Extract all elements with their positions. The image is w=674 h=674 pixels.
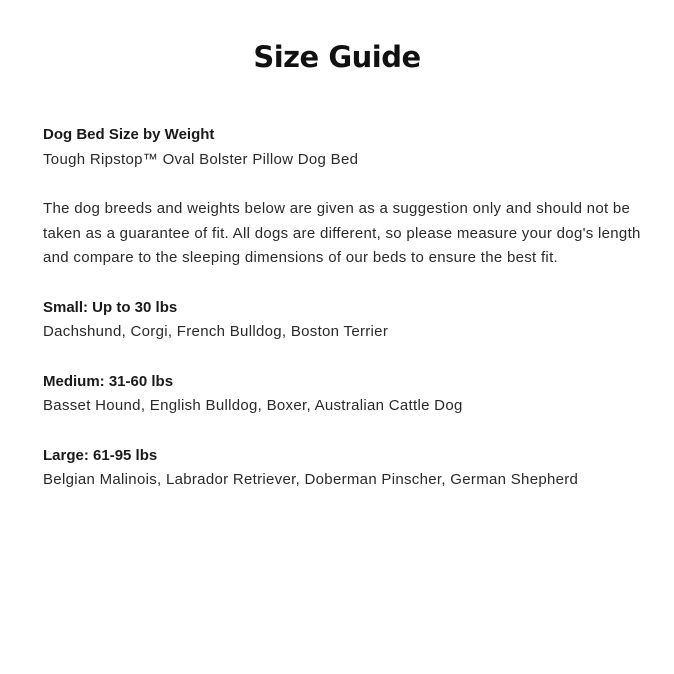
size-medium-heading: Medium: 31-60 lbs	[43, 372, 174, 390]
intro-section	[43, 123, 643, 172]
disclaimer-text: The dog breeds and weights below are given as a suggestion only and should not be taken as a guarantee of fit. All dogs are different, so please measure your dog's length and compare to the sleeping dimensions of our beds to ensure the best fit.	[43, 200, 641, 266]
product-name: Tough Ripstop™ Oval Bolster Pillow Dog Bed	[43, 150, 359, 168]
size-large-breeds: Belgian Malinois, Labrador Retriever, Doberman Pinscher, German Shepherd	[43, 471, 579, 488]
size-small-heading: Small: Up to 30 lbs	[43, 298, 178, 316]
size-guide-content	[43, 123, 643, 518]
size-large-section	[43, 444, 643, 493]
size-small-breeds: Dachshund, Corgi, French Bulldog, Boston Terrier	[43, 323, 389, 340]
size-large-heading: Large: 61-95 lbs	[43, 446, 158, 464]
intro-heading: Dog Bed Size by Weight	[43, 126, 215, 143]
size-medium-breeds: Basset Hound, English Bulldog, Boxer, Australian Cattle Dog	[43, 397, 463, 414]
size-medium-section	[43, 370, 643, 419]
disclaimer-section	[43, 197, 643, 271]
size-small-section	[43, 296, 643, 345]
page-title: Size Guide	[253, 40, 421, 74]
